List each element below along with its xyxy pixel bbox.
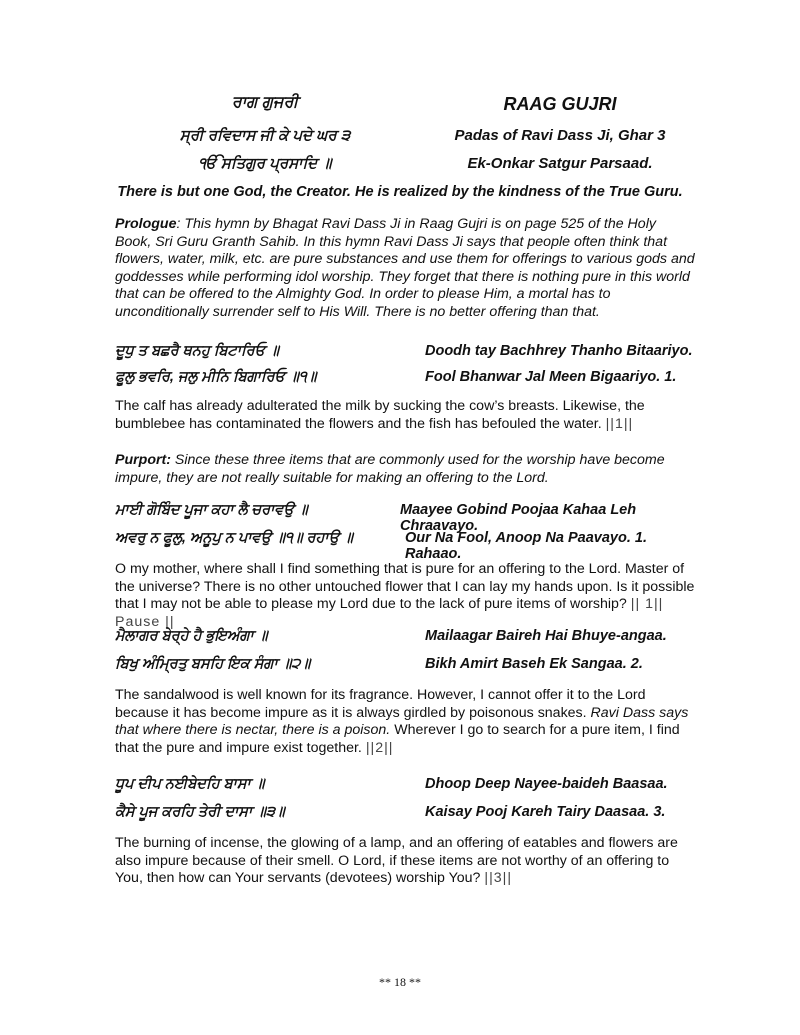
raag-heading-row [0, 94, 800, 118]
purport-text: Since these three items that are commonly used for the worship have become impure, they are not really suitable for making an offering to the Lord. [115, 452, 665, 486]
verse2-line2-gurmukhi: ਅਵਰੁ ਨ ਫੂਲੁ, ਅਨੂਪੁ ਨ ਪਾਵਉ ॥੧॥ ਰਹਾਉ ॥ [115, 530, 353, 546]
verse4-meaning-text: The burning of incense, the glowing of a lamp, and an offering of eatables and flowers are also impure because of their smell. O Lord, if these items are not worthy of an offering to You, then how can Your servants (devotees) worship You? [115, 835, 678, 887]
padas-gurmukhi: ਸ੍ਰੀ ਰਵਿਦਾਸ ਜੀ ਕੇ ਪਦੇ ਘਰ ੩ [179, 127, 351, 144]
verse3-line2-translit: Bikh Amirt Baseh Ek Sangaa. 2. [425, 656, 643, 672]
verse2-meaning-text: O my mother, where shall I find something that is pure for an offering to the Lord. Master of the universe? There is no other untouched flower that I can lay my hands upon. Is it possible that I may not be able to please my Lord due to the lack of pure items of worship? [115, 561, 695, 613]
raag-title-gurmukhi: ਰਾਗ ਗੁਜਰੀ [231, 94, 299, 111]
purport-label: Purport: [115, 452, 171, 468]
verse3-line2 [0, 656, 800, 678]
verse2-marker: || 1|| Pause || [115, 596, 664, 630]
verse2-line2 [0, 530, 800, 562]
verse3-line1-translit: Mailaagar Baireh Hai Bhuye-angaa. [425, 628, 667, 644]
verse3-meaning-italic: Ravi Dass says that where there is nectar, there is a poison. [115, 704, 689, 739]
purport-paragraph [115, 452, 695, 487]
onkar-english: Ek-Onkar Satgur Parsaad. [467, 155, 653, 172]
verse4-line1-translit: Dhoop Deep Nayee-baideh Baasaa. [425, 776, 668, 792]
verse4-line1 [0, 776, 800, 798]
verse1-line1-translit: Doodh tay Bachhrey Thanho Bitaariyo. [425, 343, 693, 359]
prologue-paragraph [115, 216, 695, 322]
verse4-line2-gurmukhi: ਕੈਸੇ ਪੂਜ ਕਰਹਿ ਤੇਰੀ ਦਾਸਾ ॥੩॥ [115, 804, 285, 820]
verse1-line2-translit: Fool Bhanwar Jal Meen Bigaariyo. 1. [425, 369, 677, 385]
onkar-gurmukhi: ੴ ਸਤਿਗੁਰ ਪ੍ਰਸਾਦਿ ॥ [198, 155, 332, 172]
verse1-line1-gurmukhi: ਦੂਧੁ ਤ ਬਛਰੈ ਥਨਹੁ ਬਿਟਾਰਿਓ ॥ [115, 343, 279, 359]
raag-title-english: RAAG GUJRI [503, 94, 617, 114]
verse2-line1-gurmukhi: ਮਾਈ ਗੋਬਿੰਦ ਪੂਜਾ ਕਹਾ ਲੈ ਚਰਾਵਉ ॥ [115, 502, 308, 518]
verse3-line1 [0, 628, 800, 650]
verse1-line2-gurmukhi: ਫੂਲੁ ਭਵਰਿ, ਜਲੁ ਮੀਨਿ ਬਿਗਾਰਿਓ ॥੧॥ [115, 369, 317, 385]
verse2-meaning [115, 561, 695, 631]
verse1-line2 [0, 369, 800, 391]
verse4-marker: ||3|| [484, 870, 513, 887]
verse3-meaning-text-a: The sandalwood is well known for its fragrance. However, I cannot offer it to the Lord because it has become impure as it is always girdled by poisonous snakes. [115, 687, 646, 721]
verse1-meaning [115, 398, 695, 433]
verse3-marker: ||2|| [365, 739, 394, 756]
verse2-line1-translit: Maayee Gobind Poojaa Kahaa Leh Chraavayo. [400, 502, 637, 534]
verse1-marker: ||1|| [605, 415, 634, 432]
verse3-meaning-text-b: Wherever I go to search for a pure item, I find that the pure and impure exist together. [115, 722, 680, 756]
padas-heading-row [0, 127, 800, 151]
verse1-meaning-text: The calf has already adulterated the milk by sucking the cow’s breasts. Likewise, the bumblebee has contaminated the flowers and the fish has befouled the water. [115, 398, 645, 432]
onkar-heading-row [0, 155, 800, 179]
verse4-line2 [0, 804, 800, 826]
verse4-meaning [115, 835, 695, 888]
mool-mantar-tagline: There is but one God, the Creator. He is realized by the kindness of the True Guru. [117, 184, 683, 200]
verse3-line2-gurmukhi: ਬਿਖੁ ਅੰਮ੍ਰਿਤੁ ਬਸਹਿ ਇਕ ਸੰਗਾ ॥੨॥ [115, 656, 311, 672]
verse1-line1 [0, 343, 800, 365]
verse2-line1 [0, 502, 800, 534]
padas-english: Padas of Ravi Dass Ji, Ghar 3 [454, 127, 666, 144]
prologue-label: Prologue [115, 216, 177, 232]
verse4-line1-gurmukhi: ਧੂਪ ਦੀਪ ਨਈਬੇਦਹਿ ਬਾਸਾ ॥ [115, 776, 265, 792]
verse2-line2-translit: Our Na Fool, Anoop Na Paavayo. 1. Rahaao. [405, 530, 647, 562]
verse3-line1-gurmukhi: ਮੈਲਾਗਰ ਬੇਰ੍ਹੇ ਹੈ ਭੁਇਅੰਗਾ ॥ [115, 628, 268, 644]
prologue-text: : This hymn by Bhagat Ravi Dass Ji in Raag Gujri is on page 525 of the Holy Book, Sri Guru Granth Sahib. In this hymn Ravi Dass Ji says that people often think that flowers, water, milk, etc. are pure substances and use them for offerings to various gods and goddesses while performing idol worship. They forget that there is nothing pure in this world that can be offered to the Almighty God. In order to please Him, a mortal has to unconditionally surrender self to His Will. There is no better offering than that. [115, 216, 695, 320]
page-number: ** 18 ** [379, 975, 421, 989]
verse3-meaning [115, 687, 695, 757]
verse4-line2-translit: Kaisay Pooj Kareh Tairy Daasaa. 3. [425, 804, 666, 820]
